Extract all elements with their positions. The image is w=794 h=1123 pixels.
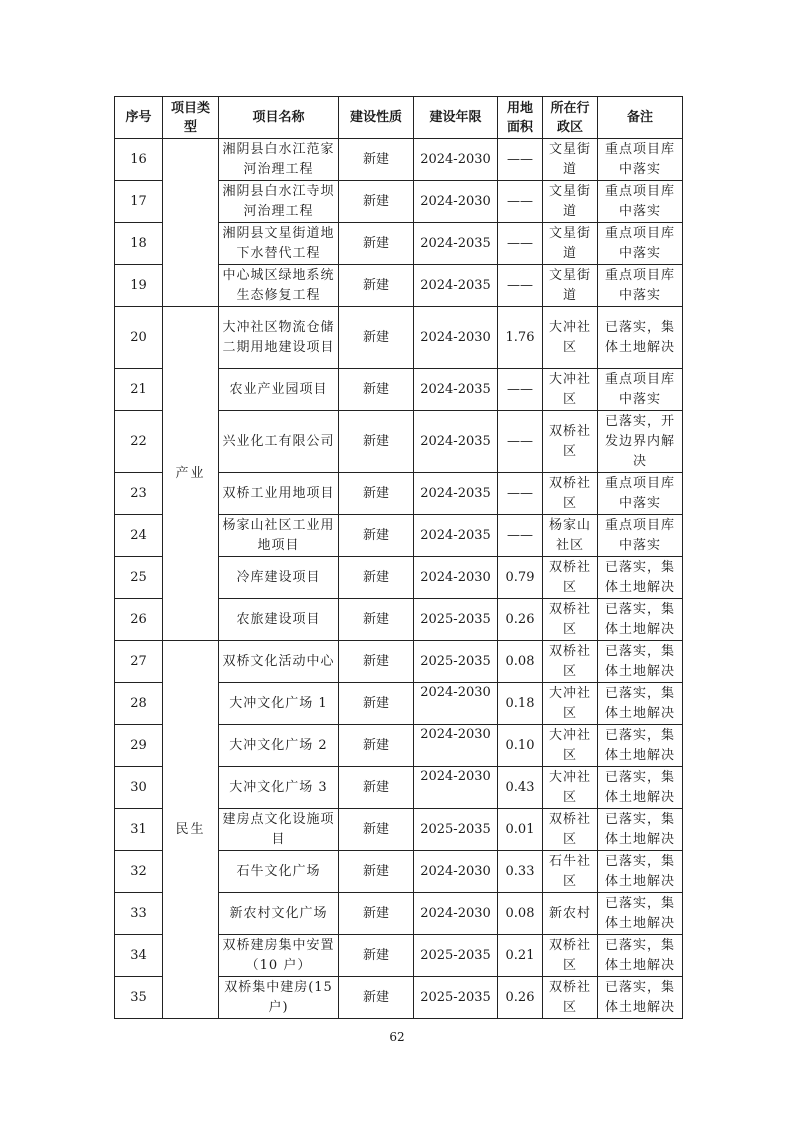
cell-name: 农旅建设项目 [219, 599, 339, 641]
cell-name: 农业产业园项目 [219, 369, 339, 411]
cell-region: 杨家山社区 [543, 515, 598, 557]
cell-area: 0.26 [498, 599, 543, 641]
cell-nature: 新建 [339, 683, 414, 725]
cell-area: 0.01 [498, 809, 543, 851]
cell-seq: 29 [115, 725, 163, 767]
cell-area: 1.76 [498, 307, 543, 369]
cell-nature: 新建 [339, 977, 414, 1019]
cell-area: 0.33 [498, 851, 543, 893]
table-row [115, 641, 683, 683]
cell-region: 双桥社区 [543, 977, 598, 1019]
cell-name: 大冲文化广场 3 [219, 767, 339, 809]
table-header-row [115, 97, 683, 139]
cell-note: 重点项目库中落实 [598, 265, 683, 307]
cell-region: 双桥社区 [543, 641, 598, 683]
cell-area: 0.08 [498, 893, 543, 935]
cell-area: 0.21 [498, 935, 543, 977]
cell-region: 文星街道 [543, 265, 598, 307]
cell-period: 2024-2030 [414, 851, 498, 893]
cell-period: 2024-2035 [414, 515, 498, 557]
cell-name: 冷库建设项目 [219, 557, 339, 599]
cell-note: 已落实，集体土地解决 [598, 767, 683, 809]
cell-nature: 新建 [339, 515, 414, 557]
cell-region: 文星街道 [543, 223, 598, 265]
cell-period: 2024-2035 [414, 265, 498, 307]
header-area: 用地面积 [498, 97, 543, 139]
cell-period: 2024-2030 [414, 767, 498, 809]
cell-seq: 23 [115, 473, 163, 515]
table-row [115, 307, 683, 369]
cell-note: 重点项目库中落实 [598, 369, 683, 411]
cell-name: 杨家山社区工业用地项目 [219, 515, 339, 557]
cell-name: 建房点文化设施项目 [219, 809, 339, 851]
cell-type-industry: 产业 [163, 307, 219, 641]
cell-region: 双桥社区 [543, 599, 598, 641]
cell-seq: 18 [115, 223, 163, 265]
header-seq: 序号 [115, 97, 163, 139]
cell-note: 已落实，集体土地解决 [598, 977, 683, 1019]
cell-area: 0.26 [498, 977, 543, 1019]
cell-nature: 新建 [339, 473, 414, 515]
header-region: 所在行政区 [543, 97, 598, 139]
cell-period: 2024-2035 [414, 473, 498, 515]
cell-name: 大冲文化广场 2 [219, 725, 339, 767]
cell-region: 双桥社区 [543, 557, 598, 599]
cell-note: 已落实，开发边界内解决 [598, 411, 683, 473]
cell-name: 大冲文化广场 1 [219, 683, 339, 725]
header-type: 项目类型 [163, 97, 219, 139]
cell-region: 大冲社区 [543, 767, 598, 809]
cell-note: 重点项目库中落实 [598, 181, 683, 223]
cell-nature: 新建 [339, 369, 414, 411]
cell-period: 2024-2030 [414, 683, 498, 725]
cell-period: 2025-2035 [414, 641, 498, 683]
cell-area: —— [498, 223, 543, 265]
cell-area: 0.10 [498, 725, 543, 767]
cell-area: 0.79 [498, 557, 543, 599]
cell-seq: 32 [115, 851, 163, 893]
cell-name: 新农村文化广场 [219, 893, 339, 935]
header-period: 建设年限 [414, 97, 498, 139]
cell-note: 重点项目库中落实 [598, 223, 683, 265]
cell-name: 石牛文化广场 [219, 851, 339, 893]
cell-note: 已落实，集体土地解决 [598, 725, 683, 767]
cell-seq: 16 [115, 139, 163, 181]
cell-nature: 新建 [339, 641, 414, 683]
cell-region: 大冲社区 [543, 683, 598, 725]
cell-period: 2024-2030 [414, 725, 498, 767]
project-table [114, 96, 683, 1019]
cell-name: 双桥文化活动中心 [219, 641, 339, 683]
table-body [115, 139, 683, 1019]
cell-nature: 新建 [339, 139, 414, 181]
cell-period: 2024-2030 [414, 307, 498, 369]
cell-region: 文星街道 [543, 139, 598, 181]
cell-period: 2024-2030 [414, 893, 498, 935]
cell-nature: 新建 [339, 411, 414, 473]
cell-nature: 新建 [339, 725, 414, 767]
cell-region: 石牛社区 [543, 851, 598, 893]
cell-nature: 新建 [339, 181, 414, 223]
cell-name: 湘阴县白水江范家河治理工程 [219, 139, 339, 181]
cell-nature: 新建 [339, 265, 414, 307]
cell-period: 2025-2035 [414, 935, 498, 977]
cell-seq: 22 [115, 411, 163, 473]
cell-nature: 新建 [339, 767, 414, 809]
cell-nature: 新建 [339, 851, 414, 893]
cell-area: —— [498, 139, 543, 181]
cell-area: —— [498, 473, 543, 515]
cell-note: 已落实，集体土地解决 [598, 851, 683, 893]
cell-note: 已落实，集体土地解决 [598, 599, 683, 641]
cell-seq: 33 [115, 893, 163, 935]
cell-note: 已落实，集体土地解决 [598, 557, 683, 599]
cell-region: 双桥社区 [543, 473, 598, 515]
page-number: 62 [389, 1030, 405, 1044]
cell-seq: 20 [115, 307, 163, 369]
cell-area: 0.18 [498, 683, 543, 725]
cell-name: 双桥集中建房(15 户) [219, 977, 339, 1019]
cell-area: —— [498, 369, 543, 411]
cell-note: 已落实，集体土地解决 [598, 893, 683, 935]
header-name: 项目名称 [219, 97, 339, 139]
cell-nature: 新建 [339, 935, 414, 977]
cell-region: 双桥社区 [543, 411, 598, 473]
cell-seq: 25 [115, 557, 163, 599]
cell-nature: 新建 [339, 307, 414, 369]
cell-area: —— [498, 181, 543, 223]
cell-note: 已落实，集体土地解决 [598, 307, 683, 369]
cell-period: 2024-2030 [414, 139, 498, 181]
cell-area: 0.08 [498, 641, 543, 683]
cell-seq: 27 [115, 641, 163, 683]
header-nature: 建设性质 [339, 97, 414, 139]
cell-period: 2024-2030 [414, 557, 498, 599]
header-note: 备注 [598, 97, 683, 139]
cell-name: 湘阴县白水江寺坝河治理工程 [219, 181, 339, 223]
cell-area: —— [498, 265, 543, 307]
cell-area: —— [498, 411, 543, 473]
cell-seq: 17 [115, 181, 163, 223]
cell-seq: 28 [115, 683, 163, 725]
cell-area: —— [498, 515, 543, 557]
cell-nature: 新建 [339, 893, 414, 935]
cell-period: 2024-2030 [414, 181, 498, 223]
cell-name: 双桥工业用地项目 [219, 473, 339, 515]
cell-period: 2024-2035 [414, 369, 498, 411]
cell-nature: 新建 [339, 599, 414, 641]
cell-seq: 21 [115, 369, 163, 411]
cell-region: 双桥社区 [543, 935, 598, 977]
cell-region: 新农村 [543, 893, 598, 935]
cell-seq: 24 [115, 515, 163, 557]
cell-seq: 34 [115, 935, 163, 977]
cell-seq: 35 [115, 977, 163, 1019]
cell-period: 2025-2035 [414, 599, 498, 641]
cell-region: 大冲社区 [543, 307, 598, 369]
cell-note: 重点项目库中落实 [598, 473, 683, 515]
cell-seq: 31 [115, 809, 163, 851]
cell-note: 重点项目库中落实 [598, 515, 683, 557]
cell-period: 2025-2035 [414, 977, 498, 1019]
cell-seq: 30 [115, 767, 163, 809]
cell-name: 中心城区绿地系统生态修复工程 [219, 265, 339, 307]
cell-region: 文星街道 [543, 181, 598, 223]
cell-region: 大冲社区 [543, 369, 598, 411]
cell-seq: 26 [115, 599, 163, 641]
cell-region: 双桥社区 [543, 809, 598, 851]
cell-area: 0.43 [498, 767, 543, 809]
cell-name: 大冲社区物流仓储二期用地建设项目 [219, 307, 339, 369]
cell-note: 重点项目库中落实 [598, 139, 683, 181]
cell-period: 2025-2035 [414, 809, 498, 851]
cell-nature: 新建 [339, 809, 414, 851]
cell-name: 双桥建房集中安置（10 户） [219, 935, 339, 977]
cell-region: 大冲社区 [543, 725, 598, 767]
cell-name: 湘阴县文星街道地下水替代工程 [219, 223, 339, 265]
cell-note: 已落实，集体土地解决 [598, 683, 683, 725]
cell-note: 已落实，集体土地解决 [598, 935, 683, 977]
cell-type-blank [163, 139, 219, 307]
cell-nature: 新建 [339, 223, 414, 265]
cell-type-livelihood: 民生 [163, 641, 219, 1019]
cell-period: 2024-2035 [414, 223, 498, 265]
table-row [115, 139, 683, 181]
cell-seq: 19 [115, 265, 163, 307]
cell-nature: 新建 [339, 557, 414, 599]
cell-name: 兴业化工有限公司 [219, 411, 339, 473]
cell-note: 已落实，集体土地解决 [598, 809, 683, 851]
cell-period: 2024-2035 [414, 411, 498, 473]
cell-note: 已落实，集体土地解决 [598, 641, 683, 683]
